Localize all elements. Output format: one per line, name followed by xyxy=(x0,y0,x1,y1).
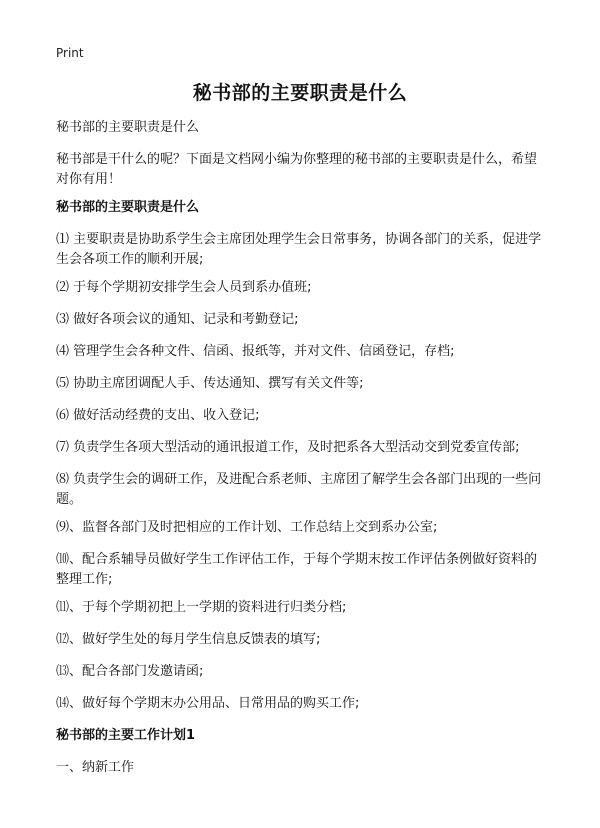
duty-item-2: ⑵ 于每个学期初安排学生会人员到系办值班; xyxy=(56,280,312,295)
duty-item-14: ⒁、做好每个学期末办公用品、日常用品的购买工作; xyxy=(56,696,360,711)
duty-item-12: ⑿、做好学生处的每月学生信息反馈表的填写; xyxy=(56,632,321,647)
duty-item-5: ⑸ 协助主席团调配人手、传达通知、撰写有关文件等; xyxy=(56,376,364,391)
duty-item-8: ⑻ 负责学生会的调研工作，及进配合系老师、主席团了解学生会各部门出现的一些问题。 xyxy=(56,472,542,507)
page-title: 秘书部的主要职责是什么 xyxy=(192,82,408,104)
duty-item-1: ⑴ 主要职责是协助系学生会主席团处理学生会日常事务，协调各部门的关系，促进学生会各项工作的顺利开展; xyxy=(56,232,542,267)
duty-item-10: ⑽、配合系辅导员做好学生工作评估工作，于每个学期末按工作评估条例做好资料的整理工作; xyxy=(56,552,538,587)
duty-item-9: ⑼、监督各部门及时把相应的工作计划、工作总结上交到系办公室; xyxy=(56,520,438,535)
duty-item-4: ⑷ 管理学生会各种文件、信函、报纸等，并对文件、信函登记，存档; xyxy=(56,344,455,359)
duty-item-3: ⑶ 做好各项会议的通知、记录和考勤登记; xyxy=(56,312,299,327)
duty-item-13: ⒀、配合各部门发邀请函; xyxy=(56,664,204,679)
intro-paragraph: 秘书部是干什么的呢？下面是文档网小编为你整理的秘书部的主要职责是什么，希望对你有用！ xyxy=(56,152,538,187)
print-label: Print xyxy=(56,46,84,60)
section-heading-plan: 秘书部的主要工作计划1 xyxy=(56,728,196,743)
section-heading-duties: 秘书部的主要职责是什么 xyxy=(56,200,200,215)
duty-item-7: ⑺ 负责学生各项大型活动的通讯报道工作，及时把系各大型活动交到党委宣传部; xyxy=(56,440,520,455)
plan-item-1: 一、纳新工作 xyxy=(56,760,135,775)
duty-item-11: ⑾、于每个学期初把上一学期的资料进行归类分档; xyxy=(56,600,347,615)
intro-title: 秘书部的主要职责是什么 xyxy=(56,120,200,135)
duty-item-6: ⑹ 做好活动经费的支出、收入登记; xyxy=(56,408,260,423)
